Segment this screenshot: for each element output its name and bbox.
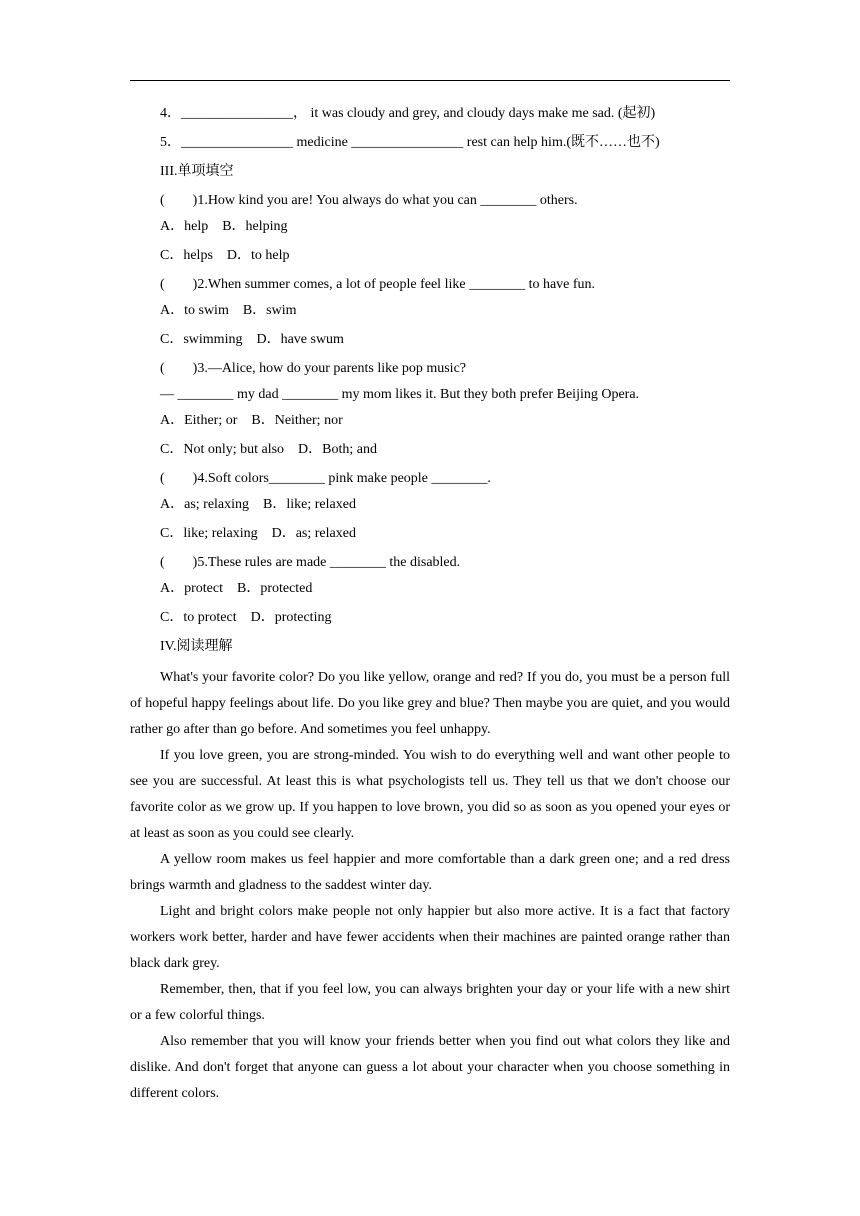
section-4-title: IV.阅读理解 [160,639,233,654]
question-4-options-ab: A．as; relaxing B．like; relaxed [160,497,356,512]
question-4-options-cd: C．like; relaxing D．as; relaxed [160,526,356,541]
question-3-options-ab: A．Either; or B．Neither; nor [160,413,343,428]
passage-paragraph: Also remember that you will know your friends better when you find out what colors they like and dislike. And don't forget that anyone can guess a lot about your character when you choose something in different colors. [130,1034,730,1101]
passage-paragraph: Remember, then, that if you feel low, you can always brighten your day or your life with a new shirt or a few colorful things. [130,982,730,1023]
question-2-stem: ( )2.When summer comes, a lot of people feel like ________ to have fun. [160,277,596,292]
question-5-options-ab: A．protect B．protected [160,581,313,596]
question-5-stem: ( )5.These rules are made ________ the disabled. [160,555,461,570]
passage-paragraph: A yellow room makes us feel happier and more comfortable than a dark green one; and a red dress brings warmth and gladness to the saddest winter day. [130,852,730,893]
fill-in-item-5: 5．________________ medicine ________________ rest can help him.(既不……也不) [160,135,660,150]
question-2-options-ab: A．to swim B．swim [160,303,297,318]
fill-in-item-4: 4．________________， it was cloudy and grey, and cloudy days make me sad. (起初) [160,106,656,121]
reading-passage [130,665,730,1107]
passage-paragraph: What's your favorite color? Do you like yellow, orange and red? If you do, you must be a person full of hopeful happy feelings about life. Do you like grey and blue? Then maybe you are quiet, and you would rather go after than go before. And sometimes you feel unhappy. [130,670,730,737]
question-4-stem: ( )4.Soft colors________ pink make people ________. [160,471,491,486]
question-3-stem-continued: — ________ my dad ________ my mom likes it. But they both prefer Beijing Opera. [160,387,640,402]
question-3-options-cd: C．Not only; but also D．Both; and [160,442,377,457]
question-1-options-ab: A．help B．helping [160,219,288,234]
question-5-options-cd: C．to protect D．protecting [160,610,332,625]
question-3-stem: ( )3.—Alice, how do your parents like pop music? [160,361,466,376]
worksheet-body [130,103,730,1107]
passage-paragraph: If you love green, you are strong-minded. You wish to do everything well and want other people to see you are successful. At least this is what psychologists tell us. They tell us that we don't choose our favorite color as we grow up. If you happen to love brown, you did so as soon as you opened your eyes or at least as soon as you could see clearly. [130,748,730,841]
passage-paragraph: Light and bright colors make people not only happier but also more active. It is a fact that factory workers work better, harder and have fewer accidents when their machines are painted orange rather than black dark grey. [130,904,730,971]
section-3-title: III.单项填空 [160,164,234,179]
question-1-options-cd: C．helps D．to help [160,248,290,263]
header-rule [130,80,730,81]
question-1-stem: ( )1.How kind you are! You always do what you can ________ others. [160,193,578,208]
question-2-options-cd: C．swimming D．have swum [160,332,344,347]
